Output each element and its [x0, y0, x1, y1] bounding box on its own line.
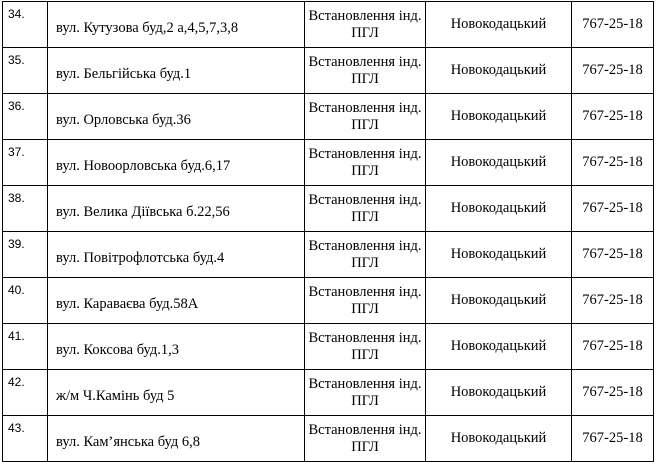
- work-type-line2: ПГЛ: [351, 70, 379, 87]
- work-type-line2: ПГЛ: [351, 24, 379, 41]
- phone-cell: 767-25-18: [572, 94, 654, 140]
- table-row: [3, 324, 654, 370]
- district-cell: Новокодацький: [426, 232, 572, 278]
- address-cell: вул. Новоорловська буд.6,17: [48, 140, 305, 186]
- table-body: [3, 2, 654, 462]
- district-cell: Новокодацький: [426, 278, 572, 324]
- table-row: [3, 370, 654, 416]
- table-row: [3, 416, 654, 462]
- district-cell: Новокодацький: [426, 2, 572, 48]
- address-cell: вул. Кутузова буд,2 а,4,5,7,3,8: [48, 2, 305, 48]
- work-type-cell: [305, 232, 426, 278]
- row-number: 42.: [3, 370, 48, 416]
- address-cell: вул. Повітрофлотська буд.4: [48, 232, 305, 278]
- row-number: 40.: [3, 278, 48, 324]
- work-type-line1: Встановлення інд.: [308, 191, 422, 208]
- work-type-line1: Встановлення інд.: [308, 283, 422, 300]
- row-number: 38.: [3, 186, 48, 232]
- table-row: [3, 2, 654, 48]
- work-type-cell: [305, 140, 426, 186]
- row-number: 34.: [3, 2, 48, 48]
- work-type-line1: Встановлення інд.: [308, 375, 422, 392]
- phone-cell: 767-25-18: [572, 186, 654, 232]
- address-cell: вул. Караваєва буд.58А: [48, 278, 305, 324]
- work-type-line2: ПГЛ: [351, 208, 379, 225]
- row-number: 35.: [3, 48, 48, 94]
- work-type-cell: [305, 2, 426, 48]
- table-row: [3, 48, 654, 94]
- phone-cell: 767-25-18: [572, 416, 654, 462]
- table-row: [3, 232, 654, 278]
- work-type-line2: ПГЛ: [351, 162, 379, 179]
- work-type-line2: ПГЛ: [351, 438, 379, 455]
- address-cell: вул. Орловська буд.36: [48, 94, 305, 140]
- work-type-line2: ПГЛ: [351, 254, 379, 271]
- work-type-line2: ПГЛ: [351, 116, 379, 133]
- row-number: 37.: [3, 140, 48, 186]
- table-row: [3, 94, 654, 140]
- address-cell: вул. Кам’янська буд 6,8: [48, 416, 305, 462]
- phone-cell: 767-25-18: [572, 278, 654, 324]
- work-type-line2: ПГЛ: [351, 300, 379, 317]
- district-cell: Новокодацький: [426, 416, 572, 462]
- address-cell: вул. Бельгійська буд.1: [48, 48, 305, 94]
- phone-cell: 767-25-18: [572, 140, 654, 186]
- work-type-line1: Встановлення інд.: [308, 421, 422, 438]
- row-number: 43.: [3, 416, 48, 462]
- district-cell: Новокодацький: [426, 94, 572, 140]
- work-type-cell: [305, 186, 426, 232]
- work-type-line1: Встановлення інд.: [308, 329, 422, 346]
- district-cell: Новокодацький: [426, 48, 572, 94]
- phone-cell: 767-25-18: [572, 2, 654, 48]
- row-number: 36.: [3, 94, 48, 140]
- work-type-cell: [305, 48, 426, 94]
- work-type-line1: Встановлення інд.: [308, 145, 422, 162]
- work-type-cell: [305, 370, 426, 416]
- phone-cell: 767-25-18: [572, 48, 654, 94]
- table-row: [3, 278, 654, 324]
- table-row: [3, 186, 654, 232]
- work-type-line2: ПГЛ: [351, 392, 379, 409]
- works-table: [2, 1, 654, 462]
- work-type-cell: [305, 416, 426, 462]
- phone-cell: 767-25-18: [572, 324, 654, 370]
- phone-cell: 767-25-18: [572, 370, 654, 416]
- address-cell: вул. Коксова буд.1,3: [48, 324, 305, 370]
- table-row: [3, 140, 654, 186]
- work-type-cell: [305, 94, 426, 140]
- row-number: 41.: [3, 324, 48, 370]
- district-cell: Новокодацький: [426, 186, 572, 232]
- work-type-line1: Встановлення інд.: [308, 53, 422, 70]
- phone-cell: 767-25-18: [572, 232, 654, 278]
- work-type-line2: ПГЛ: [351, 346, 379, 363]
- work-type-cell: [305, 278, 426, 324]
- address-cell: вул. Велика Діївська б.22,56: [48, 186, 305, 232]
- work-type-line1: Встановлення інд.: [308, 99, 422, 116]
- work-type-line1: Встановлення інд.: [308, 7, 422, 24]
- work-type-cell: [305, 324, 426, 370]
- district-cell: Новокодацький: [426, 140, 572, 186]
- district-cell: Новокодацький: [426, 324, 572, 370]
- district-cell: Новокодацький: [426, 370, 572, 416]
- row-number: 39.: [3, 232, 48, 278]
- work-type-line1: Встановлення інд.: [308, 237, 422, 254]
- address-cell: ж/м Ч.Камінь буд 5: [48, 370, 305, 416]
